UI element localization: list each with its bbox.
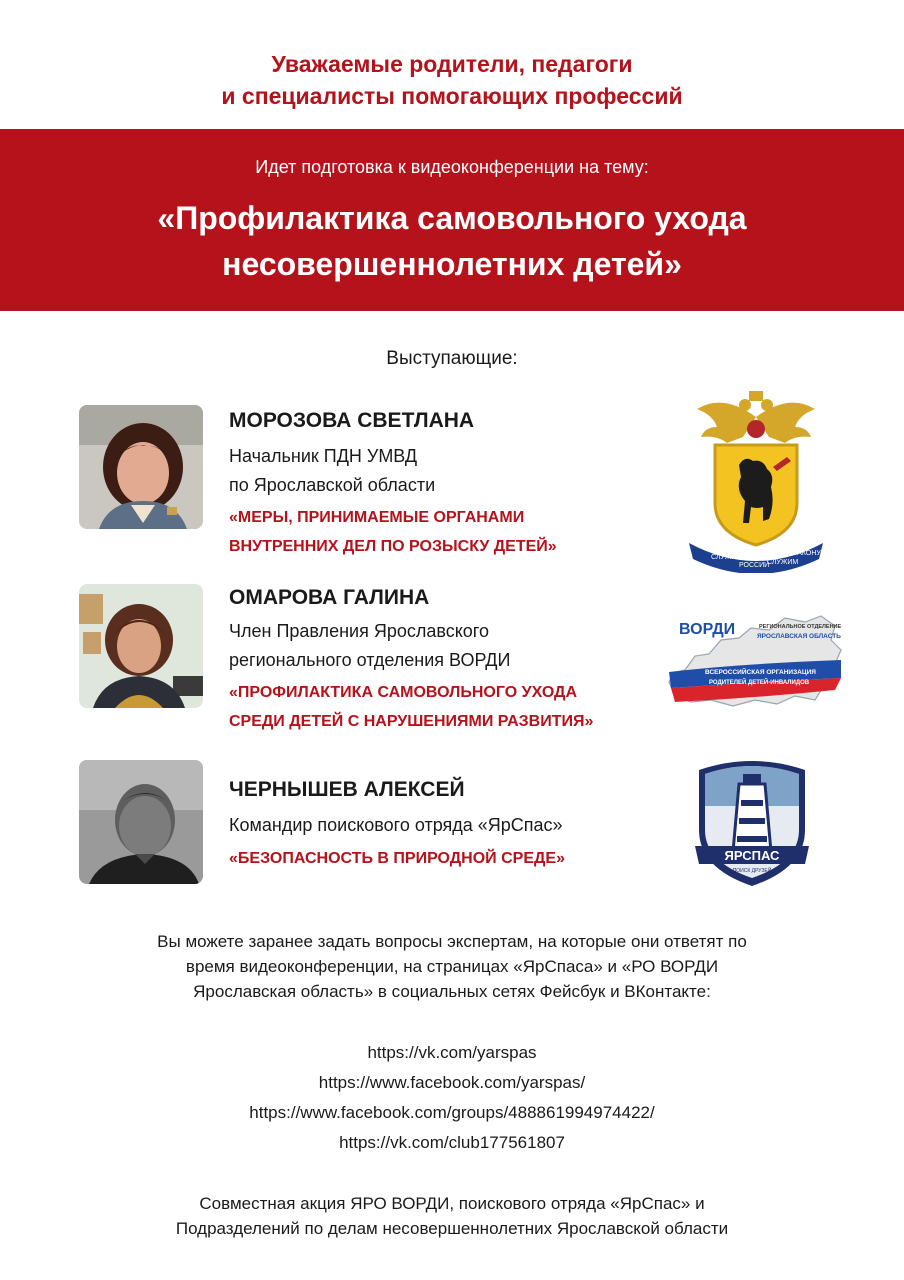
yarspas-sub: ПОИСК ДРУЗЕЙ (732, 868, 772, 874)
info-paragraph (0, 929, 904, 1004)
yarspas-lighthouse-logo (693, 756, 811, 888)
ribbon-text: РОССИИ (739, 562, 770, 569)
vordi-text: ЯРОСЛАВСКАЯ ОБЛАСТЬ (757, 633, 841, 640)
man-portrait-photo (79, 760, 203, 884)
footer-line: Совместная акция ЯРО ВОРДИ, поискового отряда «ЯрСпас» и (199, 1194, 705, 1213)
link-facebook-group[interactable]: https://www.facebook.com/groups/488861994974422/ (249, 1103, 655, 1122)
ribbon-text: СЛУЖИМ (711, 554, 743, 561)
vordi-name: ВОРДИ (679, 621, 736, 638)
topic-line-1: «Профилактика самовольного ухода (157, 200, 747, 236)
woman-portrait-photo (79, 405, 203, 529)
title-line-2: и специалисты помогающих профессий (221, 83, 683, 109)
speaker-chernyshev (0, 760, 904, 900)
speaker-name: ЧЕРНЫШЕВ АЛЕКСЕЙ (229, 778, 465, 801)
vordi-russia-map-logo (665, 610, 843, 712)
vordi-text: РОДИТЕЛЕЙ ДЕТЕЙ-ИНВАЛИДОВ (709, 680, 810, 686)
topic-line: СРЕДИ ДЕТЕЙ С НАРУШЕНИЯМИ РАЗВИТИЯ» (229, 713, 594, 730)
topic-line: «ПРОФИЛАКТИКА САМОВОЛЬНОГО УХОДА (229, 684, 578, 701)
banner-topic (0, 195, 904, 287)
role-line: Начальник ПДН УМВД (229, 446, 418, 466)
role-line: по Ярославской области (229, 475, 436, 495)
speaker-name: МОРОЗОВА СВЕТЛАНА (229, 409, 475, 432)
topic-banner (0, 129, 904, 311)
info-line: Ярославская область» в социальных сетях Фейсбук и ВКонтакте: (193, 982, 711, 1001)
speaker-omarova (0, 584, 904, 744)
topic-line-2: несовершеннолетних детей» (222, 246, 682, 282)
ribbon-text: ЗАКОНУ (793, 550, 821, 557)
link-facebook-yarspas[interactable]: https://www.facebook.com/yarspas/ (318, 1073, 586, 1092)
page-title (0, 48, 904, 112)
footer-line: Подразделений по делам несовершеннолетних Ярославской области (175, 1219, 729, 1238)
speaker-topic (229, 503, 557, 561)
links-list (0, 1038, 904, 1158)
topic-line: «МЕРЫ, ПРИНИМАЕМЫЕ ОРГАНАМИ (229, 509, 525, 526)
speaker-role (229, 811, 563, 840)
vordi-text: ВСЕРОССИЙСКАЯ ОРГАНИЗАЦИЯ (705, 669, 816, 676)
speaker-topic (229, 844, 565, 873)
vordi-text: РЕГИОНАЛЬНОЕ ОТДЕЛЕНИЕ (759, 624, 842, 630)
role-line: Член Правления Ярославского (229, 621, 489, 641)
yarspas-name: ЯРСПАС (724, 848, 780, 863)
speaker-morozova (0, 405, 904, 575)
link-vk-yarspas[interactable]: https://vk.com/yarspas (367, 1043, 537, 1062)
title-line-1: Уважаемые родители, педагоги (271, 51, 633, 77)
ribbon-text: СЛУЖИМ (767, 559, 799, 566)
speaker-topic (229, 678, 593, 736)
speakers-heading: Выступающие: (386, 348, 518, 369)
role-line: регионального отделения ВОРДИ (229, 650, 511, 670)
banner-subtitle: Идет подготовка к видеоконференции на тему: (255, 157, 649, 177)
role-line: Командир поискового отряда «ЯрСпас» (229, 815, 563, 835)
speaker-role (229, 617, 510, 675)
speaker-role (229, 442, 435, 500)
speaker-name: ОМАРОВА ГАЛИНА (229, 586, 430, 609)
info-line: Вы можете заранее задать вопросы экспертам, на которые они ответят по (157, 932, 747, 951)
footer-note (0, 1191, 904, 1241)
info-line: время видеоконференции, на страницах «ЯрСпаса» и «РО ВОРДИ (185, 957, 719, 976)
woman-portrait-photo (79, 584, 203, 708)
topic-line: «БЕЗОПАСНОСТЬ В ПРИРОДНОЙ СРЕДЕ» (229, 850, 565, 867)
police-emblem-logo (683, 383, 829, 573)
link-vk-club[interactable]: https://vk.com/club177561807 (339, 1133, 565, 1152)
topic-line: ВНУТРЕННИХ ДЕЛ ПО РОЗЫСКУ ДЕТЕЙ» (229, 538, 557, 555)
